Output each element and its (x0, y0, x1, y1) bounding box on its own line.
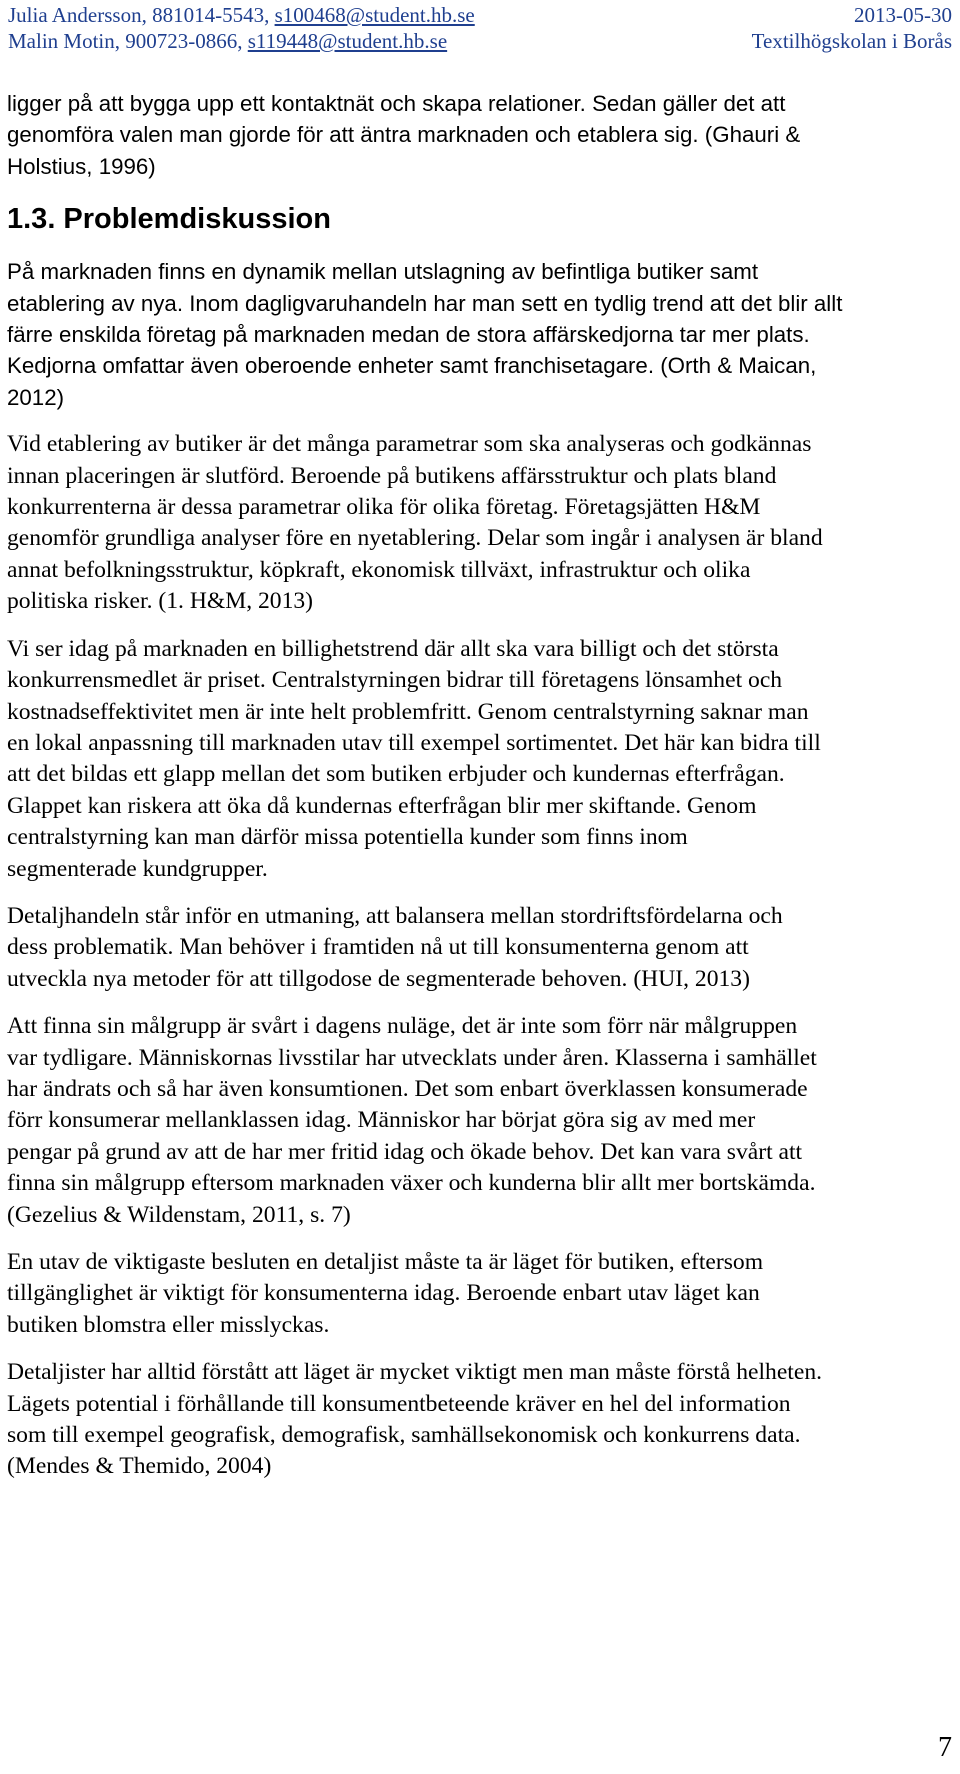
intro-paragraph (7, 88, 951, 182)
document-body (7, 88, 951, 1483)
text-line: En utav de viktigaste besluten en detaljist måste ta är läget för butiken, eftersom (7, 1249, 764, 1275)
section-heading: 1.3. Problemdiskussion (7, 203, 331, 236)
author-1-name: Julia Andersson, 881014-5543, (8, 3, 275, 27)
text-line: Detaljhandeln står inför en utmaning, att balansera mellan stordriftsfördelarna och (7, 902, 783, 929)
text-line: som till exempel geografisk, demografisk, samhällsekonomisk och konkurrens data. (7, 1422, 801, 1449)
text-line: genomför grundliga analyser före en nyetablering. Delar som ingår i analysen är bland (7, 525, 823, 552)
text-line: kostnadseffektivitet men är inte helt problemfritt. Genom centralstyrning saknar man (7, 698, 809, 725)
text-line: färre enskilda företag på marknaden medan de stora affärskedjorna tar mer plats. (7, 322, 810, 348)
header-row-2 (8, 28, 952, 54)
text-line: annat befolkningsstruktur, köpkraft, ekonomisk tillväxt, infrastruktur och olika (7, 556, 751, 583)
author-1 (8, 2, 475, 28)
text-line: Detaljister har alltid förstått att läget är mycket viktigt men man måste förstå helheten. (7, 1359, 823, 1386)
text-line: genomföra valen man gjorde för att äntra marknaden och etablera sig. (Ghauri & (7, 122, 801, 148)
author-2-email-link[interactable]: s119448@student.hb.se (247, 29, 448, 53)
text-line: segmenterade kundgrupper. (7, 855, 268, 882)
paragraph-6 (7, 1247, 951, 1341)
text-line: tillgänglighet är viktigt för konsumenterna idag. Beroende enbart utav läget kan (7, 1280, 760, 1307)
text-line: politiska risker. (1. H&M, 2013) (7, 588, 314, 615)
text-line: På marknaden finns en dynamik mellan utslagning av befintliga butiker samt (7, 259, 759, 285)
paragraph-2 (7, 429, 951, 617)
text-line: utveckla nya metoder för att tillgodose de segmenterade behoven. (HUI, 2013) (7, 965, 750, 992)
page-header (8, 2, 952, 54)
header-school: Textilhögskolan i Borås (751, 29, 952, 53)
text-line: en lokal anpassning till marknaden utav till exempel sortimentet. Det här kan bidra till (7, 729, 821, 756)
header-row-1 (8, 2, 952, 28)
paragraph-4 (7, 901, 951, 995)
text-line: var tydligare. Människornas livsstilar har utvecklats under åren. Klasserna i samhället (7, 1044, 817, 1071)
text-line: (Mendes & Themido, 2004) (7, 1453, 272, 1480)
text-line: Glappet kan riskera att öka då kundernas efterfrågan blir mer skiftande. Genom (7, 792, 757, 819)
paragraph-7 (7, 1357, 951, 1483)
text-line: konkurrenterna är dessa parametrar olika för olika företag. Företagsjätten H&M (7, 494, 761, 521)
text-line: Vid etablering av butiker är det många parametrar som ska analyseras och godkännas (7, 431, 812, 458)
text-line: konkurrensmedlet är priset. Centralstyrningen bidrar till företagens lönsamhet och (7, 667, 783, 694)
text-line: dess problematik. Man behöver i framtiden nå ut till konsumenterna genom att (7, 934, 749, 961)
text-line: (Gezelius & Wildenstam, 2011, s. 7) (7, 1201, 351, 1228)
text-line: Holstius, 1996) (7, 153, 156, 179)
author-2-name: Malin Motin, 900723-0866, (8, 29, 248, 53)
paragraph-3 (7, 634, 951, 885)
paragraph-1 (7, 256, 951, 413)
text-line: centralstyrning kan man därför missa potentiella kunder som finns inom (7, 824, 688, 851)
text-line: Att finna sin målgrupp är svårt i dagens nuläge, det är inte som förr när målgruppen (7, 1013, 798, 1040)
text-line: Vi ser idag på marknaden en billighetstrend där allt ska vara billigt och det största (7, 635, 779, 662)
text-line: butiken blomstra eller misslyckas. (7, 1311, 330, 1338)
author-2 (8, 28, 447, 54)
text-line: finna sin målgrupp eftersom marknaden växer och kunderna blir allt mer bortskämda. (7, 1170, 816, 1197)
paragraph-5 (7, 1011, 951, 1231)
page-number: 7 (938, 1732, 952, 1763)
text-line: att det bildas ett glapp mellan det som butiken erbjuder och kundernas efterfrågan. (7, 761, 785, 788)
text-line: Lägets potential i förhållande till konsumentbeteende kräver en hel del information (7, 1390, 791, 1417)
text-line: 2012) (7, 384, 65, 410)
text-line: Kedjorna omfattar även oberoende enheter samt franchisetagare. (Orth & Maican, (7, 353, 817, 379)
text-line: har ändrats och så har även konsumtionen. Det som enbart överklassen konsumerade (7, 1075, 808, 1102)
text-line: pengar på grund av att de har mer fritid idag och ökade behov. Det kan vara svårt att (7, 1138, 803, 1165)
header-date: 2013-05-30 (854, 3, 952, 27)
text-line: etablering av nya. Inom dagligvaruhandeln har man sett en tydlig trend att det blir allt (7, 290, 843, 316)
text-line: innan placeringen är slutförd. Beroende på butikens affärsstruktur och plats bland (7, 462, 777, 489)
text-line: förr konsumerar mellanklassen idag. Människor har börjat göra sig av med mer (7, 1107, 756, 1134)
text-line: ligger på att bygga upp ett kontaktnät och skapa relationer. Sedan gäller det att (7, 91, 786, 116)
author-1-email-link[interactable]: s100468@student.hb.se (274, 3, 475, 27)
